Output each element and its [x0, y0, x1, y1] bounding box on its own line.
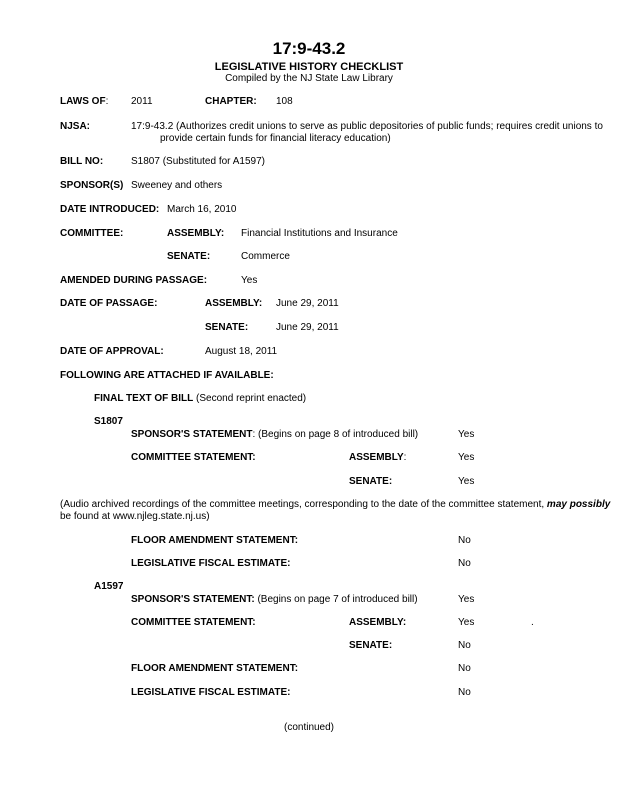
s1807-floor-label: FLOOR AMENDMENT STATEMENT:: [131, 535, 299, 546]
date-of-passage-label: DATE OF PASSAGE:: [60, 298, 158, 309]
a1597-fiscal-value: No: [458, 687, 471, 698]
a1597-committee-label: COMMITTEE STATEMENT:: [131, 617, 256, 628]
committee-label: COMMITTEE:: [60, 228, 124, 239]
a1597-senate-label: SENATE:: [349, 640, 393, 651]
s1807-floor-value: No: [458, 535, 471, 546]
amended-label: AMENDED DURING PASSAGE:: [60, 275, 208, 286]
date-introduced-value: March 16, 2010: [167, 204, 237, 215]
passage-assembly-value: June 29, 2011: [276, 298, 339, 309]
a1597-assembly-label: ASSEMBLY:: [349, 617, 407, 628]
committee-assembly-label: ASSEMBLY:: [167, 228, 225, 239]
s1807-fiscal-value: No: [458, 558, 471, 569]
a1597-fiscal-label: LEGISLATIVE FISCAL ESTIMATE:: [131, 687, 291, 698]
a1597-sponsor-value: Yes: [458, 594, 475, 605]
s1807-senate-label: SENATE:: [349, 476, 393, 487]
audio-note-line-2: be found at www.njleg.state.nj.us): [60, 511, 210, 522]
a1597-assembly-mark: .: [531, 617, 534, 628]
page-title: 17:9-43.2: [272, 39, 346, 58]
sponsor-label: SPONSOR(S): [60, 180, 124, 191]
passage-senate-label: SENATE:: [205, 322, 249, 333]
njsa-label: NJSA:: [60, 121, 91, 132]
date-of-approval-label: DATE OF APPROVAL:: [60, 346, 164, 357]
s1807-sponsor-value: Yes: [458, 429, 475, 440]
s1807-committee-label: COMMITTEE STATEMENT:: [131, 452, 256, 463]
a1597-floor-value: No: [458, 663, 471, 674]
s1807-fiscal-label: LEGISLATIVE FISCAL ESTIMATE:: [131, 558, 291, 569]
njsa-line-2: provide certain funds for financial literacy education): [160, 133, 391, 144]
a1597-bill-label: A1597: [94, 581, 124, 592]
a1597-senate-value: No: [458, 640, 471, 651]
page-subtitle: LEGISLATIVE HISTORY CHECKLIST: [214, 61, 404, 73]
amended-value: Yes: [241, 275, 258, 286]
continued-note: (continued): [283, 722, 335, 733]
a1597-floor-label: FLOOR AMENDMENT STATEMENT:: [131, 663, 299, 674]
njsa-line-1: 17:9-43.2 (Authorizes credit unions to serve as public depositories of public funds; requires credit unions to: [131, 121, 603, 132]
sponsor-value: Sweeney and others: [131, 180, 223, 191]
chapter-label: CHAPTER:: [205, 96, 257, 107]
passage-senate-value: June 29, 2011: [276, 322, 339, 333]
committee-senate-value: Commerce: [241, 251, 290, 262]
final-text-line: FINAL TEXT OF BILL (Second reprint enacted): [94, 393, 307, 404]
s1807-senate-value: Yes: [458, 476, 475, 487]
committee-senate-label: SENATE:: [167, 251, 211, 262]
bill-no-label: BILL NO:: [60, 156, 104, 167]
audio-note-line-1: (Audio archived recordings of the committee meetings, corresponding to the date of the committee statement, may possibly: [60, 499, 611, 510]
date-of-approval-value: August 18, 2011: [205, 346, 278, 357]
s1807-sponsor-statement: SPONSOR'S STATEMENT: (Begins on page 8 of introduced bill): [131, 429, 419, 440]
a1597-sponsor-statement: SPONSOR'S STATEMENT: (Begins on page 7 of introduced bill): [131, 594, 418, 605]
chapter-value: 108: [276, 96, 293, 107]
laws-of-value: 2011: [131, 96, 153, 107]
a1597-assembly-value: Yes: [458, 617, 475, 628]
s1807-bill-label: S1807: [94, 416, 123, 427]
bill-no-value: S1807 (Substituted for A1597): [131, 156, 265, 167]
committee-assembly-value: Financial Institutions and Insurance: [241, 228, 398, 239]
compiled-by: Compiled by the NJ State Law Library: [225, 73, 393, 84]
s1807-assembly-label: ASSEMBLY:: [349, 452, 407, 463]
laws-of-label: LAWS OF:: [60, 96, 109, 107]
passage-assembly-label: ASSEMBLY:: [205, 298, 263, 309]
s1807-assembly-value: Yes: [458, 452, 475, 463]
date-introduced-label: DATE INTRODUCED:: [60, 204, 160, 215]
following-heading: FOLLOWING ARE ATTACHED IF AVAILABLE:: [60, 370, 274, 381]
